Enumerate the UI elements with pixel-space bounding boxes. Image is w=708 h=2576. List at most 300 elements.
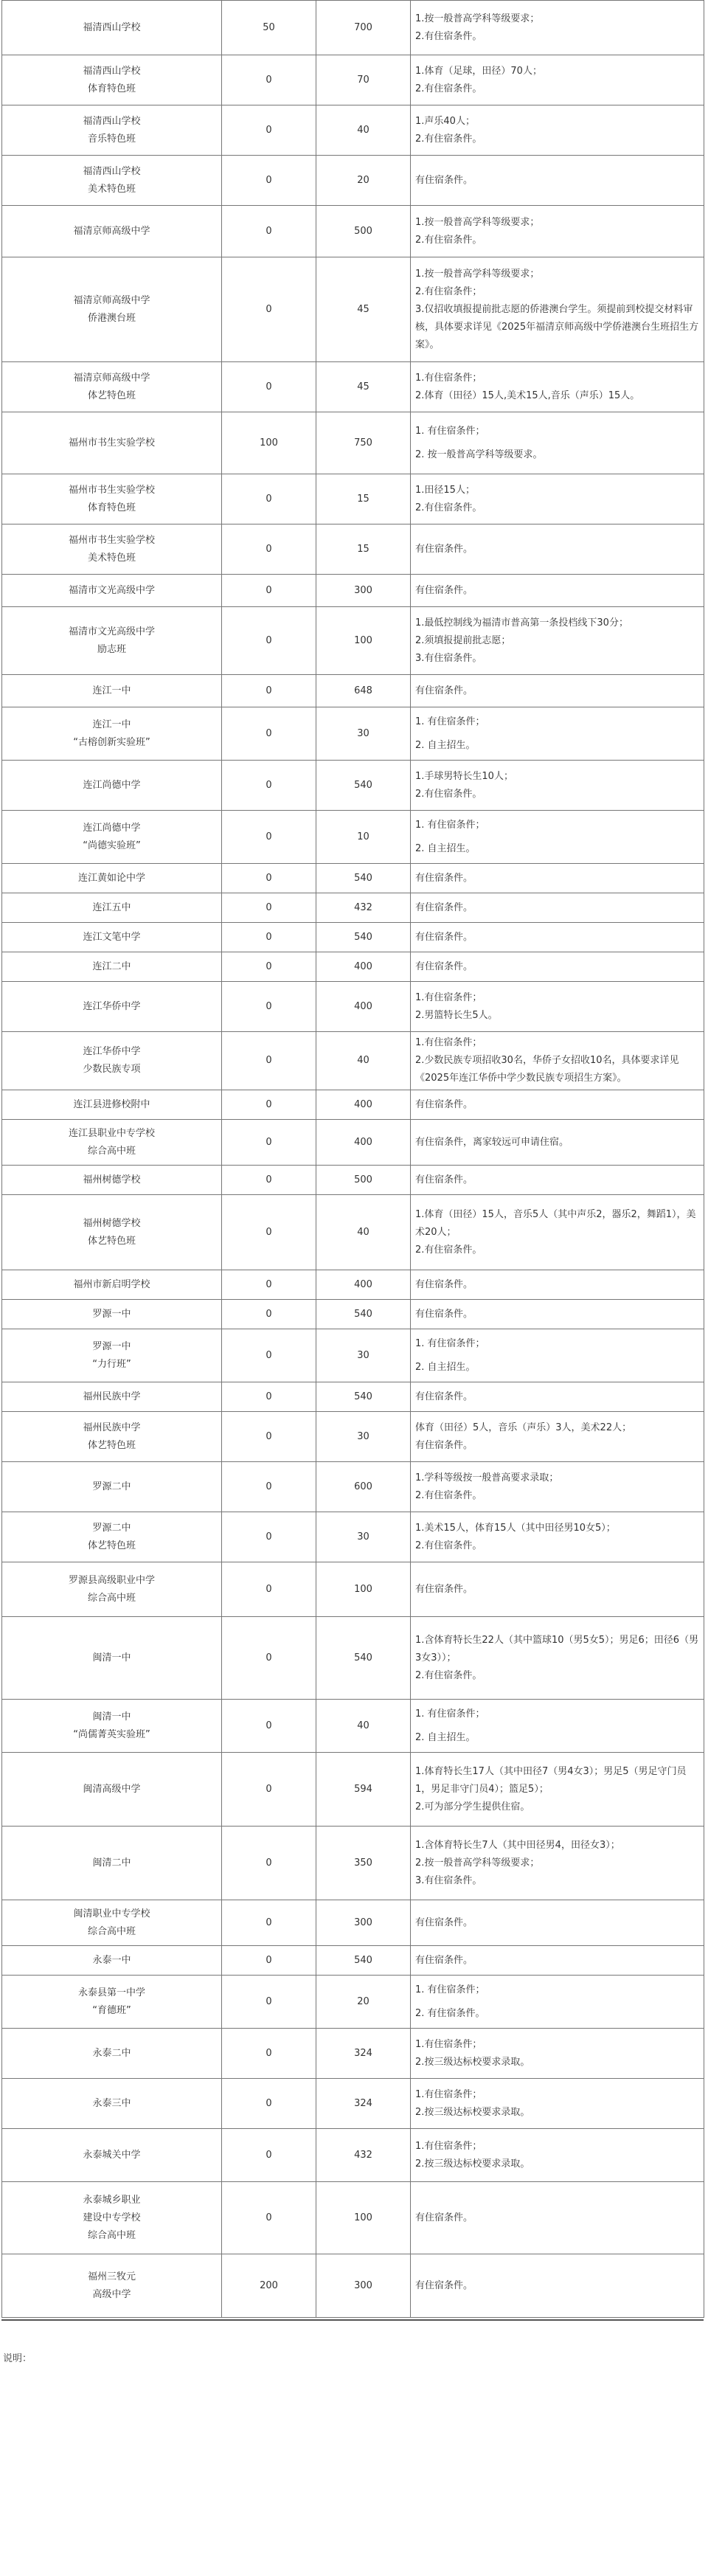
quota-a-cell: 0 — [222, 761, 316, 811]
requirement-line: 有住宿条件。 — [415, 1954, 473, 1966]
table-row — [2, 607, 704, 675]
school-name-line: 音乐特色班 — [87, 133, 136, 145]
quota-a-cell: 0 — [222, 1617, 316, 1700]
school-name-cell — [2, 1753, 222, 1827]
quota-b-cell: 648 — [316, 675, 411, 707]
requirements-cell — [411, 864, 704, 893]
requirement-line: 2.按一般普高学科等级要求； — [415, 1857, 540, 1869]
quota-b-cell: 540 — [316, 1617, 411, 1700]
requirements-cell — [411, 2254, 704, 2318]
requirements-cell — [411, 55, 704, 105]
quota-b-cell: 600 — [316, 1462, 411, 1512]
requirements-cell — [411, 607, 704, 675]
table-row — [2, 1195, 704, 1270]
quota-b-cell: 540 — [316, 864, 411, 893]
quota-b-cell: 400 — [316, 952, 411, 982]
school-name-cell — [2, 1827, 222, 1900]
requirement-line: 1. 有住宿条件； — [415, 1337, 485, 1349]
school-name-line: 闽清一中 — [92, 1711, 131, 1722]
quota-a-cell: 0 — [222, 105, 316, 156]
school-name-line: 连江华侨中学 — [83, 1000, 141, 1012]
school-name-line: 体艺特色班 — [87, 1439, 136, 1451]
school-name-cell — [2, 952, 222, 982]
quota-b-cell: 750 — [316, 412, 411, 474]
school-name-cell — [2, 864, 222, 893]
quota-b-cell: 324 — [316, 2079, 411, 2129]
school-name-line: 福清西山学校 — [83, 165, 141, 177]
school-name-cell — [2, 1617, 222, 1700]
quota-a-cell: 100 — [222, 412, 316, 474]
requirement-line: 2.有住宿条件； — [415, 285, 482, 297]
requirement-line: 有住宿条件。 — [415, 1278, 473, 1290]
requirement-line: 2.有住宿条件。 — [415, 234, 482, 246]
table-row — [2, 1900, 704, 1946]
requirements-cell — [411, 1270, 704, 1300]
school-name-line: 侨港澳台班 — [87, 312, 136, 324]
table-row — [2, 206, 704, 257]
school-name-cell — [2, 1300, 222, 1329]
requirements-cell — [411, 1700, 704, 1753]
requirement-line: 有住宿条件。 — [415, 1308, 473, 1320]
school-name-line: 福清市文光高级中学 — [68, 584, 155, 596]
quota-b-cell: 40 — [316, 1032, 411, 1090]
table-row — [2, 864, 704, 893]
school-name-line: 连江华侨中学 — [83, 1046, 141, 1057]
requirement-line: 1.含体育特长生22人（其中篮球10（男5女5）；男足6；田径6（男3女3））； — [415, 1634, 699, 1663]
quota-b-cell: 540 — [316, 761, 411, 811]
requirement-line: 1. 有住宿条件； — [415, 1708, 485, 1720]
requirement-line: 有住宿条件。 — [415, 543, 473, 555]
school-name-line: 永泰县第一中学 — [77, 1987, 145, 1998]
school-name-line: 体艺特色班 — [87, 1235, 136, 1247]
table-row — [2, 2029, 704, 2079]
school-name-cell — [2, 2029, 222, 2079]
table-row — [2, 893, 704, 923]
table-row — [2, 982, 704, 1032]
quota-b-cell: 540 — [316, 923, 411, 952]
requirement-line: 1.最低控制线为福清市普高第一条投档线下30分； — [415, 617, 628, 629]
school-name-line: 连江五中 — [92, 901, 131, 913]
quota-b-cell: 45 — [316, 257, 411, 362]
quota-a-cell: 0 — [222, 1562, 316, 1617]
requirement-line: 2. 自主招生。 — [415, 842, 476, 854]
quota-b-cell: 10 — [316, 811, 411, 864]
school-name-cell — [2, 2182, 222, 2254]
quota-a-cell: 0 — [222, 864, 316, 893]
school-name-cell — [2, 2079, 222, 2129]
school-name-line: 罗源二中 — [92, 1481, 131, 1492]
requirements-cell — [411, 1827, 704, 1900]
quota-a-cell: 0 — [222, 982, 316, 1032]
table-row — [2, 2129, 704, 2182]
table-row — [2, 675, 704, 707]
quota-a-cell: 0 — [222, 1195, 316, 1270]
school-name-cell — [2, 1120, 222, 1166]
table-row — [2, 1329, 704, 1382]
requirements-cell — [411, 524, 704, 575]
requirements-cell — [411, 1382, 704, 1412]
quota-b-cell: 20 — [316, 1976, 411, 2029]
quota-b-cell: 324 — [316, 2029, 411, 2079]
school-name-line: 福清西山学校 — [83, 21, 141, 33]
school-name-cell — [2, 1700, 222, 1753]
table-row — [2, 707, 704, 761]
requirement-line: 体育（田径）5人，音乐（声乐）3人，美术22人； — [415, 1422, 632, 1433]
quota-b-cell: 594 — [316, 1753, 411, 1827]
requirement-line: 有住宿条件。 — [415, 2212, 473, 2223]
quota-a-cell: 0 — [222, 1827, 316, 1900]
requirement-line: 1.按一般普高学科等级要求； — [415, 268, 540, 280]
school-name-line: 福州树德学校 — [83, 1174, 141, 1185]
school-name-cell — [2, 1462, 222, 1512]
school-name-line: 连江文笔中学 — [83, 931, 141, 943]
requirement-line: 2.有住宿条件。 — [415, 1540, 482, 1551]
requirement-line: 3.有住宿条件。 — [415, 652, 482, 664]
school-name-cell — [2, 206, 222, 257]
school-name-cell — [2, 156, 222, 206]
requirement-line: 1.手球男特长生10人； — [415, 770, 513, 782]
school-name-cell — [2, 1412, 222, 1462]
requirements-cell — [411, 1, 704, 55]
quota-a-cell: 0 — [222, 2182, 316, 2254]
school-name-line: 闽清高级中学 — [83, 1783, 141, 1795]
table-row — [2, 524, 704, 575]
requirements-cell — [411, 2182, 704, 2254]
requirements-cell — [411, 1512, 704, 1562]
school-name-line: 罗源二中 — [92, 1522, 131, 1534]
table-row — [2, 2254, 704, 2318]
requirement-line: 1.声乐40人； — [415, 115, 475, 127]
school-name-line: 永泰城关中学 — [83, 2149, 141, 2161]
school-name-line: 连江二中 — [92, 960, 131, 972]
table-row — [2, 2182, 704, 2254]
school-name-line: 永泰城乡职业 — [83, 2194, 141, 2206]
quota-b-cell: 30 — [316, 707, 411, 761]
requirement-line: 1.有住宿条件； — [415, 2088, 482, 2100]
school-name-line: 永泰一中 — [92, 1954, 131, 1966]
school-name-line: 福州树德学校 — [83, 1217, 141, 1229]
school-name-line: 永泰三中 — [92, 2097, 131, 2109]
table-row — [2, 1270, 704, 1300]
table-row — [2, 952, 704, 982]
table-row — [2, 1032, 704, 1090]
quota-b-cell: 40 — [316, 105, 411, 156]
quota-a-cell: 0 — [222, 607, 316, 675]
table-row — [2, 412, 704, 474]
quota-b-cell: 30 — [316, 1412, 411, 1462]
school-name-line: 福清京师高级中学 — [73, 294, 150, 306]
quota-b-cell: 500 — [316, 206, 411, 257]
requirement-line: 有住宿条件。 — [415, 685, 473, 696]
school-name-line: 少数民族专项 — [83, 1064, 141, 1075]
school-name-cell — [2, 1, 222, 55]
table-row — [2, 1120, 704, 1166]
school-name-line: 罗源一中 — [92, 1308, 131, 1320]
requirement-line: 有住宿条件。 — [415, 174, 473, 186]
school-name-line: “尚德实验班” — [83, 839, 141, 851]
school-name-cell — [2, 1946, 222, 1976]
quota-b-cell: 15 — [316, 524, 411, 575]
requirement-line: 3.有住宿条件。 — [415, 1874, 482, 1886]
quota-b-cell: 400 — [316, 1120, 411, 1166]
school-name-line: 体育特色班 — [87, 83, 136, 94]
school-name-line: 连江一中 — [92, 685, 131, 696]
school-name-cell — [2, 1512, 222, 1562]
quota-b-cell: 540 — [316, 1300, 411, 1329]
school-name-cell — [2, 675, 222, 707]
school-name-line: 励志班 — [97, 643, 126, 655]
quota-a-cell: 0 — [222, 952, 316, 982]
quota-a-cell: 0 — [222, 893, 316, 923]
requirement-line: 2.有住宿条件。 — [415, 1669, 482, 1681]
requirements-cell — [411, 923, 704, 952]
quota-b-cell: 30 — [316, 1512, 411, 1562]
school-name-line: 福清京师高级中学 — [73, 225, 150, 237]
requirements-cell — [411, 761, 704, 811]
requirement-line: 2.有住宿条件。 — [415, 133, 482, 145]
table-row — [2, 257, 704, 362]
school-name-line: 福州市书生实验学校 — [68, 484, 155, 496]
school-name-cell — [2, 607, 222, 675]
requirement-line: 2.有住宿条件。 — [415, 1244, 482, 1256]
school-name-line: 福清京师高级中学 — [73, 372, 150, 384]
quota-b-cell: 400 — [316, 982, 411, 1032]
school-name-line: 综合高中班 — [87, 2229, 136, 2241]
requirement-line: 1.体育特长生17人（其中田径7（男4女3）；男足5（男足守门员1，男足非守门员4）；篮足5）； — [415, 1765, 687, 1795]
requirement-line: 有住宿条件。 — [415, 2279, 473, 2291]
table-bottom-rule — [1, 2319, 704, 2321]
quota-a-cell: 0 — [222, 362, 316, 412]
requirement-line: 1. 有住宿条件； — [415, 819, 485, 831]
school-name-line: 连江县职业中专学校 — [68, 1127, 155, 1139]
requirements-cell — [411, 1300, 704, 1329]
requirement-line: 有住宿条件。 — [415, 1439, 473, 1451]
school-name-line: 体艺特色班 — [87, 389, 136, 401]
requirements-cell — [411, 206, 704, 257]
footnote-label: 说明： — [3, 2353, 32, 2364]
table-row — [2, 55, 704, 105]
quota-b-cell: 40 — [316, 1700, 411, 1753]
table-row — [2, 1412, 704, 1462]
requirements-cell — [411, 575, 704, 607]
table-row — [2, 761, 704, 811]
requirement-line: 1.体育（足球，田径）70人； — [415, 65, 542, 77]
requirement-line: 2.有住宿条件。 — [415, 1489, 482, 1501]
quota-b-cell: 300 — [316, 575, 411, 607]
table-row — [2, 362, 704, 412]
requirement-line: 有住宿条件。 — [415, 960, 473, 972]
requirement-line: 有住宿条件。 — [415, 1174, 473, 1185]
school-name-cell — [2, 1900, 222, 1946]
requirements-cell — [411, 412, 704, 474]
quota-a-cell: 0 — [222, 1270, 316, 1300]
school-name-cell — [2, 1382, 222, 1412]
table-row — [2, 1166, 704, 1195]
table-row — [2, 1617, 704, 1700]
school-name-line: 闽清职业中专学校 — [73, 1908, 150, 1919]
school-name-cell — [2, 105, 222, 156]
school-name-line: 福清西山学校 — [83, 115, 141, 127]
requirements-cell — [411, 1946, 704, 1976]
school-name-line: 福清市文光高级中学 — [68, 626, 155, 637]
school-name-cell — [2, 893, 222, 923]
requirements-cell — [411, 1329, 704, 1382]
requirements-cell — [411, 1562, 704, 1617]
school-name-line: 永泰二中 — [92, 2047, 131, 2059]
school-name-line: 连江一中 — [92, 719, 131, 730]
table-row — [2, 923, 704, 952]
quota-a-cell: 0 — [222, 1946, 316, 1976]
table-row — [2, 1946, 704, 1976]
quota-b-cell: 100 — [316, 1562, 411, 1617]
quota-a-cell: 0 — [222, 257, 316, 362]
requirement-line: 有住宿条件。 — [415, 1391, 473, 1402]
requirement-line: 2.少数民族专项招收30名，华侨子女招收10名，具体要求详见《2025年连江华侨中学少数民族专项招生方案》。 — [415, 1055, 679, 1084]
table-row — [2, 1, 704, 55]
school-name-line: 高级中学 — [92, 2288, 131, 2300]
table-row — [2, 811, 704, 864]
quota-a-cell: 0 — [222, 1329, 316, 1382]
table-row — [2, 156, 704, 206]
school-name-line: 综合高中班 — [87, 1145, 136, 1157]
requirements-cell — [411, 2029, 704, 2079]
quota-b-cell: 432 — [316, 2129, 411, 2182]
requirements-cell — [411, 707, 704, 761]
school-name-line: 福州市书生实验学校 — [68, 534, 155, 546]
requirements-cell — [411, 1032, 704, 1090]
school-name-cell — [2, 474, 222, 524]
school-name-line: 体艺特色班 — [87, 1540, 136, 1551]
quota-b-cell: 70 — [316, 55, 411, 105]
requirements-cell — [411, 156, 704, 206]
requirement-line: 有住宿条件。 — [415, 1098, 473, 1110]
requirement-line: 2. 自主招生。 — [415, 1731, 476, 1743]
requirement-line: 2. 有住宿条件。 — [415, 2007, 485, 2019]
quota-b-cell: 300 — [316, 1900, 411, 1946]
requirements-cell — [411, 1090, 704, 1120]
table-row — [2, 1382, 704, 1412]
requirement-line: 1.按一般普高学科等级要求； — [415, 13, 540, 24]
table-row — [2, 1562, 704, 1617]
quota-a-cell: 0 — [222, 707, 316, 761]
requirements-cell — [411, 1753, 704, 1827]
school-name-cell — [2, 923, 222, 952]
quota-a-cell: 0 — [222, 1300, 316, 1329]
enrollment-table — [1, 0, 704, 2318]
quota-a-cell: 0 — [222, 2079, 316, 2129]
requirement-line: 2.按三级达标校要求录取。 — [415, 2056, 530, 2068]
school-name-line: 福州市新启明学校 — [73, 1278, 150, 1290]
quota-b-cell: 40 — [316, 1195, 411, 1270]
requirement-line: 1.美术15人，体育15人（其中田径男10女5）； — [415, 1522, 616, 1534]
requirement-line: 1. 有住宿条件； — [415, 425, 485, 437]
quota-b-cell: 400 — [316, 1090, 411, 1120]
school-name-line: 福州三牧元 — [87, 2271, 136, 2282]
school-name-cell — [2, 1195, 222, 1270]
table-row — [2, 105, 704, 156]
school-name-cell — [2, 1032, 222, 1090]
table-row — [2, 2079, 704, 2129]
school-name-cell — [2, 1090, 222, 1120]
school-name-cell — [2, 707, 222, 761]
requirement-line: 2.男篮特长生5人。 — [415, 1009, 498, 1021]
requirements-cell — [411, 1976, 704, 2029]
table-row — [2, 1753, 704, 1827]
school-name-cell — [2, 1329, 222, 1382]
requirements-cell — [411, 474, 704, 524]
school-name-line: “尚儒菁英实验班” — [73, 1728, 150, 1740]
requirement-line: 3.仅招收填报提前批志愿的侨港澳台学生。须提前到校提交材料审核，具体要求详见《2025年福清京师高级中学侨港澳台生班招生方案》。 — [415, 303, 699, 350]
school-name-cell — [2, 811, 222, 864]
quota-a-cell: 0 — [222, 1382, 316, 1412]
requirement-line: 2. 按一般普高学科等级要求。 — [415, 449, 543, 460]
table-row — [2, 1300, 704, 1329]
table-row — [2, 1512, 704, 1562]
school-name-line: 福州民族中学 — [83, 1391, 141, 1402]
school-name-line: “力行班” — [92, 1358, 131, 1370]
school-name-line: 福州市书生实验学校 — [68, 437, 155, 449]
school-name-cell — [2, 2254, 222, 2318]
quota-b-cell: 100 — [316, 2182, 411, 2254]
quota-a-cell: 0 — [222, 1120, 316, 1166]
school-name-line: 建设中专学校 — [83, 2212, 141, 2223]
quota-a-cell: 0 — [222, 2129, 316, 2182]
requirement-line: 1.田径15人； — [415, 484, 475, 496]
quota-a-cell: 0 — [222, 1512, 316, 1562]
requirement-line: 1.有住宿条件； — [415, 2140, 482, 2152]
quota-a-cell: 0 — [222, 1166, 316, 1195]
requirements-cell — [411, 982, 704, 1032]
school-name-cell — [2, 412, 222, 474]
school-name-line: 连江黄如论中学 — [77, 872, 145, 884]
requirement-line: 2.按三级达标校要求录取。 — [415, 2106, 530, 2118]
quota-a-cell: 0 — [222, 524, 316, 575]
quota-b-cell: 20 — [316, 156, 411, 206]
requirement-line: 2.体育（田径）15人,美术15人,音乐（声乐）15人。 — [415, 389, 640, 401]
requirement-line: 有住宿条件。 — [415, 1583, 473, 1595]
quota-a-cell: 0 — [222, 55, 316, 105]
requirement-line: 有住宿条件。 — [415, 872, 473, 884]
school-name-cell — [2, 761, 222, 811]
school-name-line: 罗源县高级职业中学 — [68, 1574, 155, 1586]
requirement-line: 2. 自主招生。 — [415, 1361, 476, 1373]
school-name-line: 体育特色班 — [87, 502, 136, 513]
school-name-line: 闽清一中 — [92, 1652, 131, 1663]
quota-b-cell: 540 — [316, 1946, 411, 1976]
quota-a-cell: 0 — [222, 675, 316, 707]
requirement-line: 2.有住宿条件。 — [415, 30, 482, 42]
quota-a-cell: 0 — [222, 1900, 316, 1946]
requirements-cell — [411, 2129, 704, 2182]
school-name-line: 连江尚德中学 — [83, 822, 141, 834]
school-name-line: 综合高中班 — [87, 1925, 136, 1937]
school-name-cell — [2, 2129, 222, 2182]
school-name-line: “育德班” — [92, 2004, 131, 2016]
requirement-line: 1.有住宿条件； — [415, 372, 482, 384]
quota-b-cell: 300 — [316, 2254, 411, 2318]
quota-b-cell: 45 — [316, 362, 411, 412]
quota-b-cell: 15 — [316, 474, 411, 524]
requirement-line: 有住宿条件。 — [415, 584, 473, 596]
quota-b-cell: 432 — [316, 893, 411, 923]
table-row — [2, 1827, 704, 1900]
quota-b-cell: 540 — [316, 1382, 411, 1412]
quota-a-cell: 0 — [222, 1700, 316, 1753]
quota-a-cell: 0 — [222, 206, 316, 257]
quota-b-cell: 500 — [316, 1166, 411, 1195]
school-name-line: “古榕创新实验班” — [73, 736, 150, 748]
quota-a-cell: 0 — [222, 2029, 316, 2079]
